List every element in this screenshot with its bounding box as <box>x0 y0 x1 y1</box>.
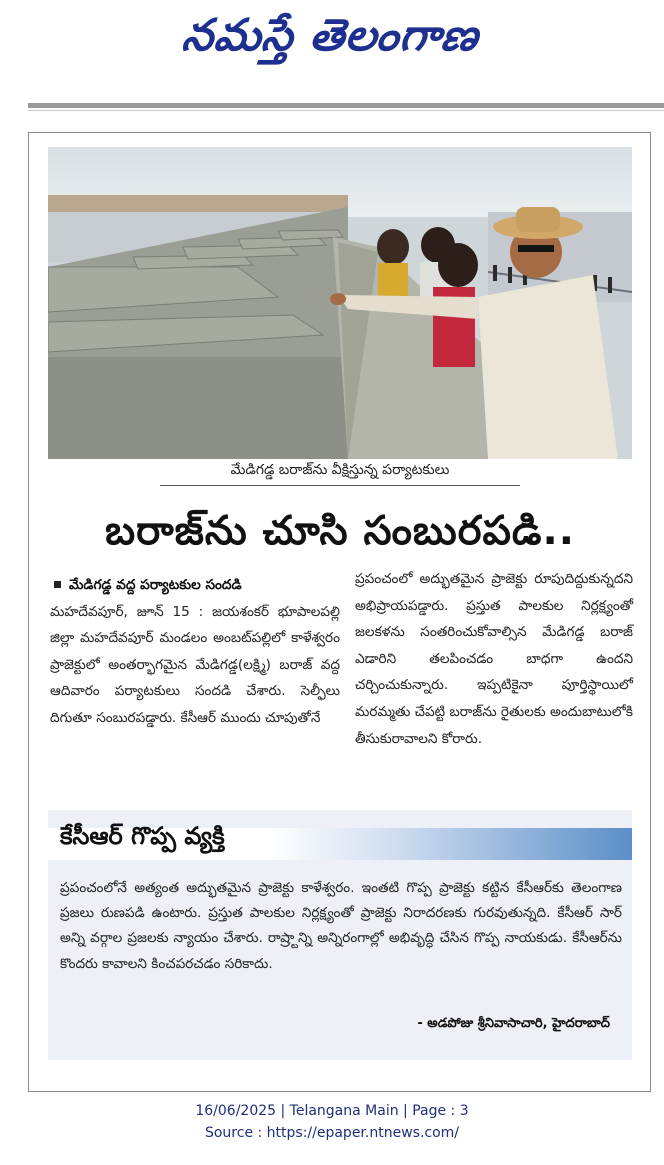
article-column-left <box>50 572 340 732</box>
footer-source-line[interactable]: Source : https://epaper.ntnews.com/ <box>204 1125 460 1141</box>
article-left-text: మహదేవపూర్, జూన్ 15 : జయశంకర్ భూపాలపల్లి జిల్లా మహదేవపూర్ మండలం అంబట్‌పల్లిలో కాళేశ్వరం ప్రాజెక్టులో అంతర్భాగమైన మేడిగడ్డ(లక్ష్మి) బరాజ్ వద్ద ఆదివారం పర్యాటకులు సందడి చేశారు. సెల్ఫీలు దిగుతూ సంబురపడ్డారు. కేసీఆర్ ముందు చూపుతోనే <box>50 603 340 726</box>
sidebar-text: ప్రపంచంలోనే అత్యంత అద్భుతమైన ప్రాజెక్టు కాళేశ్వరం. ఇంతటి గొప్ప ప్రాజెక్టు కట్టిన కేసీఆర్‌కు తెలంగాణ ప్రజలు రుణపడి ఉంటారు. ప్రస్తుత పాలకుల నిర్లక్ష్యంతో ప్రాజెక్టు నిరాదరణకు గురవుతున్నది. కేసీఆర్ సార్ అన్ని వర్గాల ప్రజలకు న్యాయం చేశారు. రాష్ర్టాన్ని అన్నిరంగాల్లో అభివృద్ధి చేసిన గొప్ప నాయకుడు. కేసీఆర్‌ను కొందరు కావాలని కించపరచడం సరికాదు. <box>60 880 622 972</box>
sidebar-title: కేసీఆర్ గొప్ప వ్యక్తి <box>60 822 225 850</box>
barrage-photo-illustration <box>48 147 632 459</box>
newspaper-logo: నమస్తే తెలంగాణ <box>179 10 482 61</box>
footer-date-line: 16/06/2025 | Telangana Main | Page : 3 <box>195 1103 469 1119</box>
article-subhead: మేడిగడ్డ వద్ద పర్యాటకుల సందడి <box>50 572 340 599</box>
bullet-icon <box>54 581 61 588</box>
article-headline: బరాజ్‌ను చూసి సంబురపడి.. <box>105 508 575 554</box>
photo-caption: మేడిగడ్డ బరాజ్‌ను వీక్షిస్తున్న పర్యాటకులు <box>230 462 450 478</box>
article-column-right <box>355 566 633 752</box>
masthead-rule <box>28 103 664 108</box>
article-right-text: ప్రపంచంలో అద్భుతమైన ప్రాజెక్టు రూపుదిద్దుకున్నదని అభిప్రాయపడ్డారు. ప్రస్తుత పాలకుల నిర్లక్ష్యంతో జలకళను సంతరించుకోవాల్సిన మేడిగడ్డ బరాజ్ ఎడారిని తలపించడం బాధగా ఉందని చర్చించుకున్నారు. ఇప్పటికైనా పూర్తిస్థాయిలో మరమ్మతు చేపట్టి బరాజ్‌ను రైతులకు అందుబాటులోకి తీసుకురావాలని కోరారు. <box>355 571 633 747</box>
sidebar-box <box>48 810 632 1060</box>
page-footer <box>0 1100 664 1144</box>
masthead <box>0 0 664 92</box>
sidebar-signature: - అడపోజు శ్రీనివాసాచారి, హైదరాబాద్ <box>417 1016 610 1031</box>
article-photo <box>48 147 632 459</box>
caption-rule <box>160 485 520 486</box>
masthead-rule-thin <box>28 110 664 111</box>
